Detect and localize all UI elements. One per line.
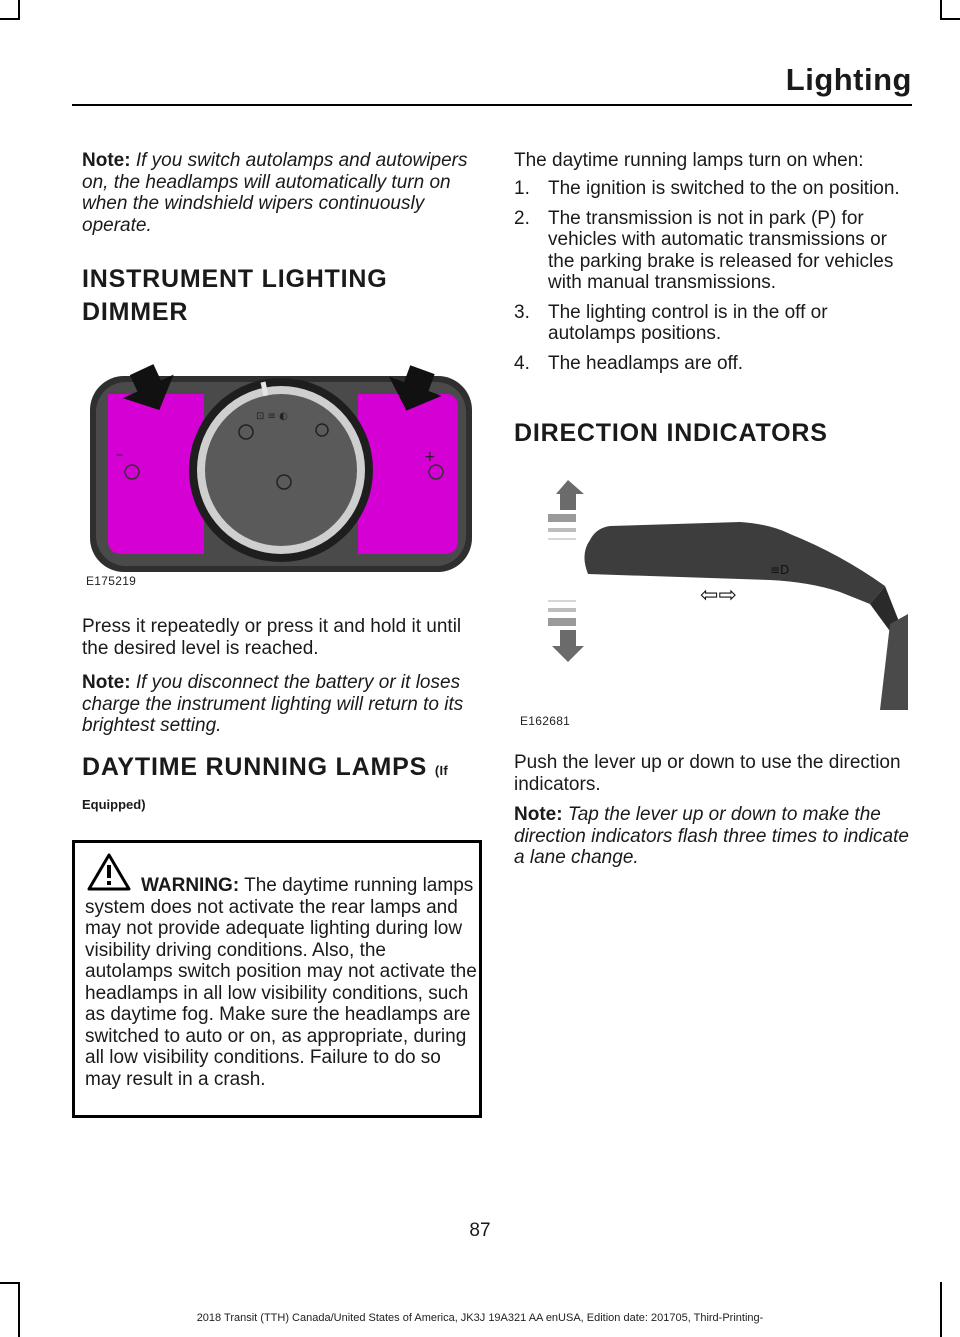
dimmer-switch-illustration: [86, 364, 476, 576]
list-item: [514, 302, 910, 345]
arrow-trail: [548, 600, 576, 602]
high-beam-icon: ≡D: [770, 563, 790, 577]
note-text: If you disconnect the battery or it loses charge the instrument lighting will return to its brightest setting.: [82, 672, 464, 736]
warning-box: [72, 840, 482, 1118]
up-arrow-icon: [556, 480, 584, 510]
arrow-trail: [548, 618, 576, 626]
crop-mark: [940, 0, 942, 20]
list-text: The transmission is not in park (P) for vehicles with automatic transmissions or the parking brake is released for vehicles with manual transmissions.: [548, 207, 894, 293]
turn-arrows-icon: ⇦⇨: [700, 583, 737, 608]
note-label: Note:: [82, 150, 131, 171]
note-label: Note:: [82, 672, 131, 693]
list-number: 2.: [514, 207, 530, 229]
section-title-direction-indicators: DIRECTION INDICATORS: [514, 419, 828, 447]
dimmer-instructions: Press it repeatedly or press it and hold it until the desired level is reached.: [82, 616, 462, 659]
section-title-line: INSTRUMENT LIGHTING: [82, 265, 388, 293]
minus-symbol: –: [116, 447, 123, 463]
figure-code: E175219: [86, 574, 137, 588]
plus-symbol: +: [424, 449, 436, 465]
drl-conditions-list: [514, 178, 910, 382]
warning-text-block: [85, 875, 477, 1090]
steering-column: [880, 614, 908, 710]
figure-code: E162681: [520, 714, 571, 728]
drl-intro: The daytime running lamps turn on when:: [514, 150, 864, 171]
list-item: [514, 353, 910, 375]
list-number: 3.: [514, 301, 530, 323]
list-text: The headlamps are off.: [548, 352, 744, 374]
crop-mark: [940, 1282, 942, 1337]
down-arrow-icon: [552, 630, 584, 662]
section-title-suffix: (If: [434, 763, 448, 778]
section-title-daytime-running-lamps: [82, 752, 502, 786]
crop-mark: [0, 18, 18, 20]
crop-mark: [942, 18, 960, 20]
page-footer: 2018 Transit (TTH) Canada/United States of America, JK3J 19A321 AA enUSA, Edition date: 201705, Third-Printing-: [196, 1312, 764, 1324]
section-title-text: DAYTIME RUNNING LAMPS: [82, 753, 428, 781]
crop-mark: [18, 1282, 20, 1337]
header-rule: [72, 104, 912, 106]
note-lane-change: [514, 804, 914, 869]
list-number: 1.: [514, 178, 530, 199]
note-autolamps: [82, 150, 482, 236]
crop-mark: [18, 0, 20, 20]
arrow-trail: [548, 528, 576, 532]
section-title-line: DIMMER: [82, 298, 189, 326]
turn-signal-lever-illustration: [540, 474, 910, 710]
position-icons: ⊡ ≡ ◐: [256, 411, 288, 422]
warning-text: The daytime running lamps system does not activate the rear lamps and may not provide adequate lighting during low visibility driving conditions. Also, the autolamps switch position may not activate the headlamps in all low visibility conditions, such as daytime fog. Make sure the headlamps are switched to auto or on, as appropriate, during all low visibility conditions. Failure to do so may result in a crash.: [85, 875, 477, 1090]
page-header-title: Lighting: [785, 62, 912, 97]
arrow-trail: [548, 538, 576, 540]
arrow-trail: [548, 514, 576, 522]
list-item: [514, 208, 910, 294]
warning-label: WARNING:: [141, 875, 240, 896]
note-label: Note:: [514, 804, 563, 825]
page-number: 87: [469, 1220, 491, 1241]
crop-mark: [0, 1282, 18, 1284]
list-number: 4.: [514, 352, 530, 374]
direction-indicator-instructions: Push the lever up or down to use the direction indicators.: [514, 752, 901, 795]
note-battery: [82, 672, 482, 737]
note-text: Tap the lever up or down to make the direction indicators flash three times to indicate a lane change.: [514, 804, 909, 868]
arrow-trail: [548, 608, 576, 612]
section-title-suffix-line2: Equipped): [82, 797, 146, 812]
list-item: [514, 178, 910, 200]
section-title-instrument-lighting: [82, 264, 482, 327]
note-text: If you switch autolamps and autowipers on, the headlamps will automatically turn on when the windshield wipers continuously operate.: [82, 150, 468, 236]
list-text: The ignition is switched to the on position.: [548, 178, 900, 199]
list-text: The lighting control is in the off or autolamps positions.: [548, 301, 828, 344]
